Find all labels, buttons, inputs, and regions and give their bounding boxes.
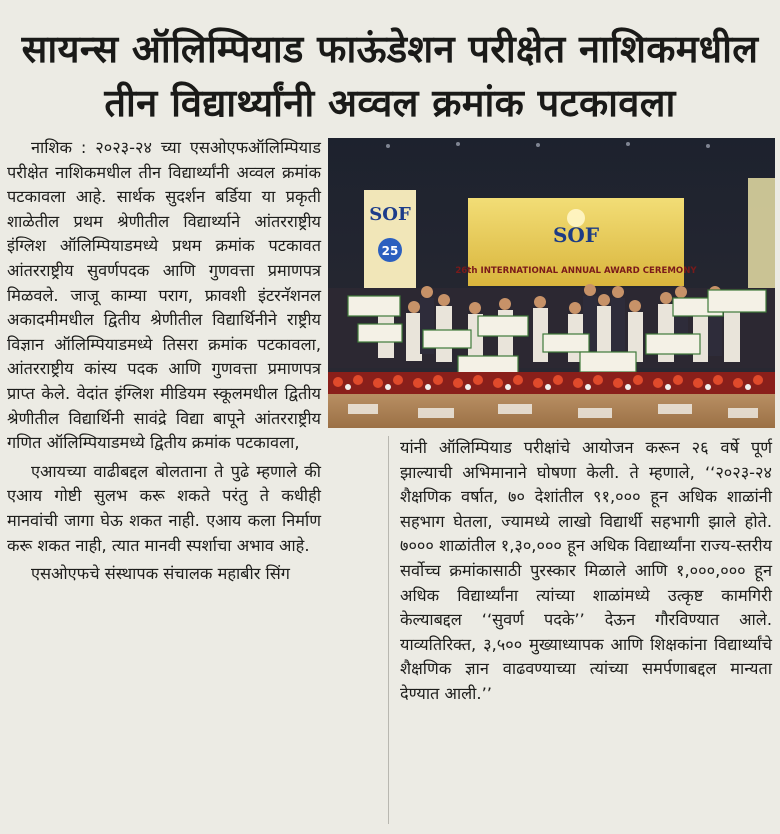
banner-logo: SOF — [552, 223, 600, 247]
banner-title: 26th INTERNATIONAL ANNUAL AWARD CEREMONY — [455, 266, 697, 276]
column-divider — [388, 436, 389, 824]
paragraph-intro: नाशिक : २०२३-२४ च्या एसओएफऑलिम्पियाड परीक्षेत नाशिकमधील तीन विद्यार्थ्यांनी अव्वल क्रमांक पटकावला आहे. सार्थक सुदर्शन बर्डिया या प्रकृती शाळेतील प्रथम श्रेणीतील विद्यार्थ्याने आंतरराष्ट्रीय इंग्लिश ऑलिम्पियाडमध्ये प्रथम क्रमांक पटकावत आंतरराष्ट्रीय सुवर्णपदक आणि गुणवत्ता प्रमाणपत्र मिळवले. जाजू काम्या पराग, फ्रावशी इंटरनॅशनल अकादमीमधील द्वितीय श्रेणीतील विद्यार्थिनीने राष्ट्रीय विज्ञान ऑलिम्पियाडमध्ये तिसरा क्रमांक पटकावला, आंतरराष्ट्रीय कांस्य पदक आणि गुणवत्ता प्रमाणपत्र प्राप्त केले. वेदांत इंग्लिश मीडियम स्कूलमधील द्वितीय श्रेणीतील विद्यार्थिनी सावंद्रे विद्या बापूने आंतरराष्ट्रीय गणित ऑलिम्पियाडमध्ये द्वितीय क्रमांक पटकावला, — [7, 138, 321, 453]
right-column — [400, 436, 772, 707]
stage-banner — [455, 198, 697, 286]
paragraph-ai: एआयच्या वाढीबद्दल बोलताना ते पुढे म्हणाले की एआय गोष्टी सुलभ करू शकते परंतु ते कधीही मानवांची जागा घेऊ शकत नाही. एआय कला निर्माण करू शकत नाही, त्यात मानवी स्पर्शाचा अभाव आहे. — [7, 461, 321, 555]
headline-line-2: तीन विद्यार्थ्यांनी अव्वल क्रमांक पटकावला — [104, 81, 676, 125]
paragraph-announcement: यांनी ऑलिम्पियाड परीक्षांचे आयोजन करून २६ वर्षे पूर्ण झाल्याची अभिमानाने घोषणा केली. ते म्हणाले, ‘‘२०२३-२४ शैक्षणिक वर्षात, ७० देशांतील ९१,००० हून अधिक शाळांनी सहभाग घेतला, ज्यामध्ये लाखो विद्यार्थी सहभागी झाले होते. ७००० शाळांतील १,३०,००० हून अधिक विद्यार्थ्यांना राज्य-स्तरीय सर्वोच्च क्रमांकासाठी पुरस्कार मिळाले आणि १,०००,००० हून अधिक विद्यार्थ्यांना त्यांच्या शाळांमध्ये उत्कृष्ट कामगिरी केल्याबद्दल ‘‘सुवर्ण पदके’’ देऊन गौरविण्यात आले. याव्यतिरिक्त, ३,५०० मुख्याध्यापक आणि शिक्षकांना विद्यार्थ्यांचे शैक्षणिक ज्ञान वाढवण्याच्या त्यांच्या समर्पणाबद्दल मान्यता देण्यात आली.’’ — [400, 438, 772, 703]
paragraph-founder: एसओएफचे संस्थापक संचालक महाबीर सिंग — [31, 564, 290, 584]
article-headline — [6, 22, 774, 130]
left-column — [7, 136, 321, 587]
award-ceremony-photo — [328, 138, 775, 428]
side-number: 25 — [381, 244, 399, 258]
stage-flowers — [328, 372, 775, 394]
side-logo: SOF — [369, 204, 411, 225]
headline-line-1: सायन्स ऑलिम्पियाड फाऊंडेशन परीक्षेत नाशिकमधील — [21, 27, 759, 71]
